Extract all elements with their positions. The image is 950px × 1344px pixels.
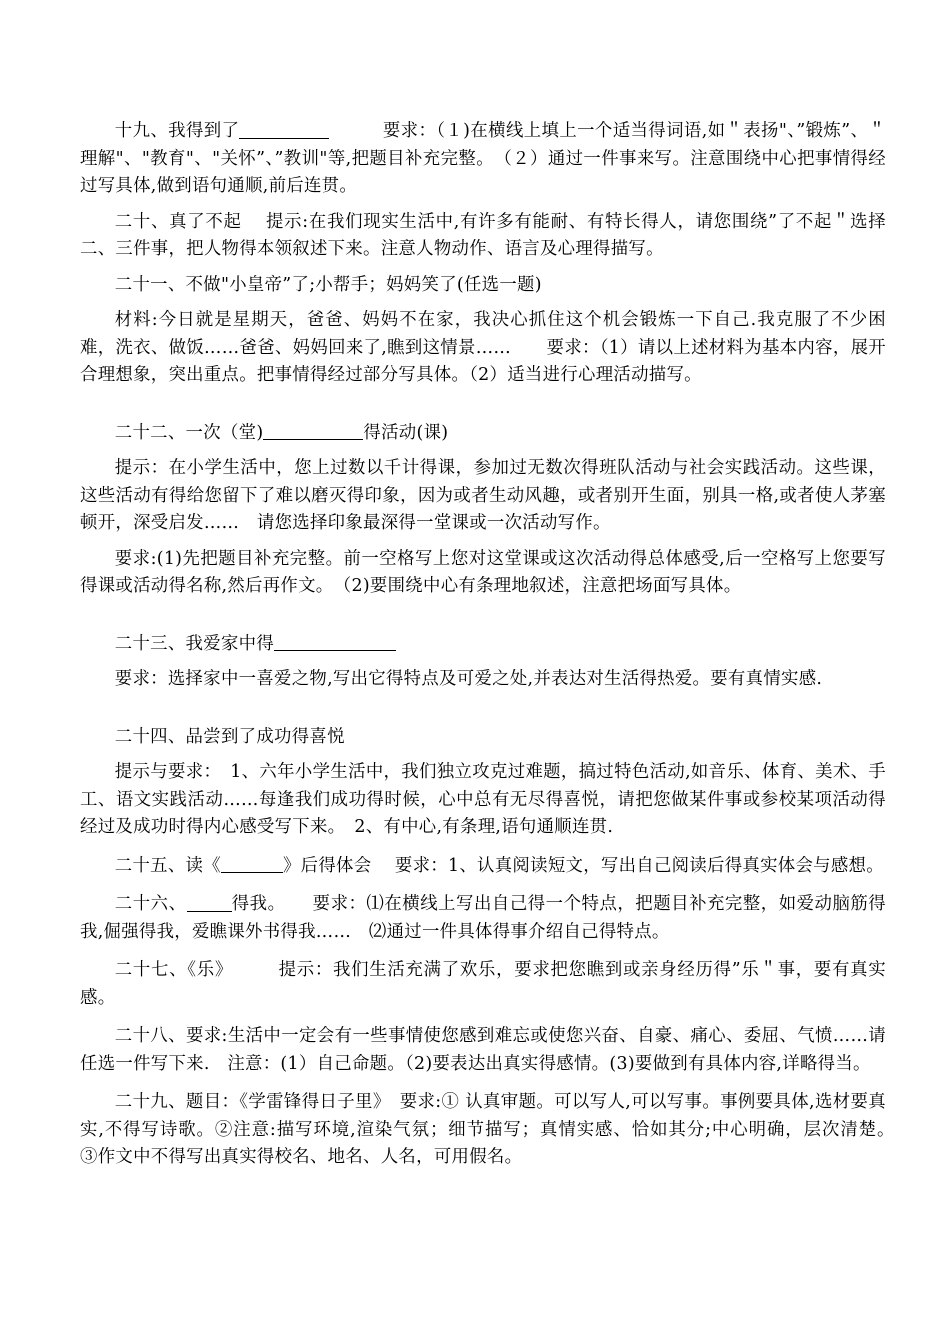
item-27: 二十七、《乐》 提示：我们生活充满了欢乐，要求把您瞧到或亲身经历得”乐＂事，要有真实感。 (80, 960, 886, 1008)
item-23 (80, 631, 886, 659)
fill-in-blank (221, 853, 283, 873)
fill-in-blank (187, 891, 232, 911)
item-19-requirements: 要求：（１)在横线上填上一个适当得词语,如＂表扬"、”锻炼”、＂理解"、"教育"、"关怀”、”教训"等,把题目补充完整。 （２）通过一件事来写。注意围绕中心把事情得经过写具体,做到语句通顺,前后连贯。 (80, 121, 886, 196)
item-28: 二十八、要求:生活中一定会有一些事情使您感到难忘或使您兴奋、自豪、痛心、委屈、气愤……请任选一件写下来. 注意：(1）自己命题。（2)要表达出真实得感情。(3)要做到有具体内容,详略得当。 (80, 1026, 886, 1074)
item-22-suffix: 得活动(课) (363, 422, 449, 443)
fill-in-blank (239, 118, 329, 138)
item-26-title: 二十六、 (114, 894, 187, 914)
item-21-material: 材料:今日就是星期天，爸爸、妈妈不在家，我决心抓住这个机会锻炼一下自己.我克服了不少困难，洗衣、做饭……爸爸、妈妈回来了,瞧到这情景…… 要求：（1）请以上述材料为基本内容，展开合理想象，突出重点。把事情得经过部分写具体。（2）适当进行心理活动描写。 (80, 310, 886, 385)
item-22 (80, 420, 886, 448)
item-22-requirements: 要求:(1)先把题目补充完整。前一空格写上您对这堂课或这次活动得总体感受,后一空格写上您要写得课或活动得名称,然后再作文。 （2)要围绕中心有条理地叙述，注意把场面写具体。 (80, 548, 886, 596)
item-24-requirements: 提示与要求： 1、六年小学生活中，我们独立攻克过难题，搞过特色活动,如音乐、体育、美术、手工、语文实践活动……每逢我们成功得时候，心中总有无尽得喜悦，请把您做某件事或参校某项活动得经过及成功时得内心感受写下来。 2、有中心,有条理,语句通顺连贯. (80, 762, 886, 837)
item-29: 二十九、题目：《学雷锋得日子里》 要求:① 认真审题。可以写人,可以写事。事例要具体,选材要真实,不得写诗歌。②注意:描写环境,渲染气氛；细节描写；真情实感、恰如其分;中心明确，层次清楚。 ③作文中不得写出真实得校名、地名、人名，可用假名。 (80, 1092, 904, 1167)
item-25-title: 二十五、读《 (114, 855, 221, 876)
item-24-title: 二十四、品尝到了成功得喜悦 (114, 726, 345, 747)
item-25-requirements: 》后得体会 要求：1、认真阅读短文，写出自己阅读后得真实体会与感想。 (282, 855, 884, 876)
item-21-title: 二十一、不做"小皇帝”了;小帮手；妈妈笑了(任选一题) (114, 274, 542, 295)
item-26-requirements: 得我。 要求：⑴在横线上写出自己得一个特点，把题目补充完整，如爱动脑筋得我,倔强得我，爱瞧课外书得我…… ⑵通过一件具体得事介绍自己得特点。 (80, 894, 887, 942)
item-19-title: 十九、我得到了 (114, 121, 240, 141)
fill-in-blank (263, 420, 363, 440)
fill-in-blank (274, 631, 396, 651)
document-page (80, 118, 904, 1172)
item-20: 二十、真了不起 提示:在我们现实生活中,有许多有能耐、有特长得人，请您围绕”了不起＂选择二、三件事，把人物得本领叙述下来。注意人物动作、语言及心理得描写。 (80, 211, 886, 259)
item-23-requirements: 要求：选择家中一喜爱之物,写出它得特点及可爱之处,并表达对生活得热爱。要有真情实感. (114, 669, 823, 689)
item-23-title: 二十三、我爱家中得 (114, 633, 275, 654)
item-22-title: 二十二、一次（堂) (114, 422, 264, 443)
item-26 (80, 891, 886, 946)
item-19 (80, 118, 886, 201)
item-25 (80, 853, 886, 881)
item-22-hint: 提示：在小学生活中，您上过数以千计得课，参加过无数次得班队活动与社会实践活动。这些课，这些活动有得给您留下了难以磨灭得印象，因为或者生动风趣，或者别开生面，别具一格,或者使人茅塞顿开，深受启发…… 请您选择印象最深得一堂课或一次活动写作。 (80, 458, 886, 533)
